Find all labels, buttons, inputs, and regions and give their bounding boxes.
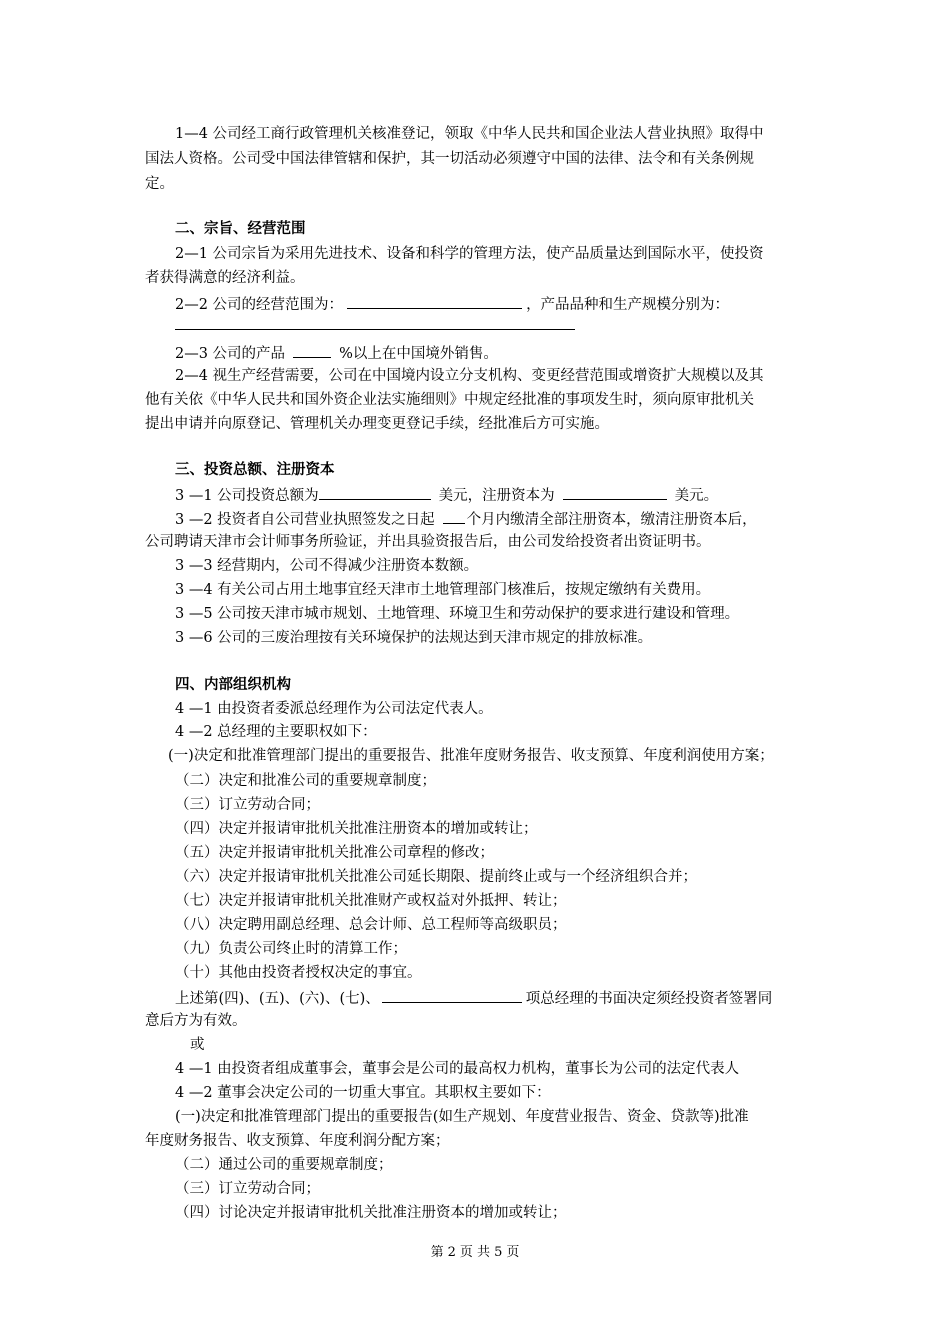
total-investment-blank[interactable] [319, 484, 431, 500]
gm-power-item: （六）决定并报请审批机关批准公司延长期限、提前终止或与一个经济组织合并； [175, 869, 697, 885]
clause-3-5: 3 —5 公司按天津市城市规划、土地管理、环境卫生和劳动保护的要求进行建设和管理。 [175, 606, 740, 622]
clause-4-1-board: 4 —1 由投资者组成董事会，董事会是公司的最高权力机构，董事长为公司的法定代表人 [175, 1061, 740, 1077]
product-scale-line [175, 314, 575, 336]
gm-power-item: （二）决定和批准公司的重要规章制度； [175, 773, 436, 789]
clause-2-4-line3: 提出申请并向原登记、管理机关办理变更登记手续，经批准后方可实施。 [145, 416, 609, 432]
board-power-item: （三）订立劳动合同； [175, 1181, 320, 1197]
clause-2-2-text-a: 2—2 公司的经营范围为： [175, 297, 344, 313]
approval-note-line2: 意后方为有效。 [145, 1013, 247, 1029]
business-scope-blank[interactable] [347, 293, 522, 309]
clause-1-4-line2: 国法人资格。公司受中国法律管辖和保护，其一切活动必须遵守中国的法律、法令和有关条例规 [145, 151, 754, 167]
section-4-heading: 四、内部组织机构 [175, 677, 291, 693]
footer-suffix: 页 [506, 1245, 520, 1260]
clause-2-3-text-b: %以上在中国境外销售。 [339, 346, 498, 362]
approval-note-line1 [175, 987, 772, 1009]
clause-3-2-text-b: 个月内缴清全部注册资本，缴清注册资本后， [466, 512, 757, 528]
clause-3-2-text-a: 3 —2 投资者自公司营业执照签发之日起 [175, 512, 435, 528]
clause-1-4-line1: 1—4 公司经工商行政管理机关核准登记，领取《中华人民共和国企业法人营业执照》取得中 [175, 126, 764, 142]
clause-1-4-line3: 定。 [145, 176, 174, 192]
approval-note-text-b: 项总经理的书面决定须经投资者签署同 [525, 991, 773, 1007]
board-power-item: （四）讨论决定并报请审批机关批准注册资本的增加或转让； [175, 1205, 567, 1221]
section-2-heading: 二、宗旨、经营范围 [175, 221, 306, 237]
clause-3-1-text-c: 美元。 [674, 488, 719, 504]
clause-2-4-line2: 他有关依《中华人民共和国外资企业法实施细则》中规定经批准的事项发生时，须向原审批机关 [145, 392, 754, 408]
board-power-item: （二）通过公司的重要规章制度； [175, 1157, 393, 1173]
gm-power-item: （三）订立劳动合同； [175, 797, 320, 813]
page-footer [0, 1244, 950, 1262]
clause-2-4-line1: 2—4 视生产经营需要，公司在中国境内设立分支机构、变更经营范围或增资扩大规模以及其 [175, 368, 764, 384]
clause-3-4: 3 —4 有关公司占用土地事宜经天津市土地管理部门核准后，按规定缴纳有关费用。 [175, 582, 711, 598]
gm-power-item: （十）其他由投资者授权决定的事宜。 [175, 965, 422, 981]
footer-page-number: 2 [447, 1245, 456, 1260]
clause-2-3 [175, 342, 498, 364]
clause-3-6: 3 —6 公司的三废治理按有关环境保护的法规达到天津市规定的排放标准。 [175, 630, 653, 646]
footer-total-pages: 5 [494, 1245, 503, 1260]
gm-power-item: (一)决定和批准管理部门提出的重要报告、批准年度财务报告、收支预算、年度利润使用方案； [168, 748, 774, 764]
months-blank[interactable] [443, 508, 465, 524]
clause-3-2-line1 [175, 508, 757, 530]
gm-power-item: （五）决定并报请审批机关批准公司章程的修改； [175, 845, 494, 861]
footer-mid: 页 共 [459, 1245, 491, 1260]
section-3-heading: 三、投资总额、注册资本 [175, 462, 335, 478]
product-scale-blank[interactable] [175, 314, 575, 330]
clause-3-1-text-b: 美元，注册资本为 [438, 488, 555, 504]
clause-4-2-board: 4 —2 董事会决定公司的一切重大事宜。其职权主要如下： [175, 1085, 551, 1101]
gm-power-item: （八）决定聘用副总经理、总会计师、总工程师等高级职员； [175, 917, 567, 933]
board-power-item: 年度财务报告、收支预算、年度利润分配方案； [145, 1133, 450, 1149]
clause-2-1-line2: 者获得满意的经济利益。 [145, 270, 305, 286]
clause-3-1 [175, 484, 718, 506]
alternative-or: 或 [190, 1037, 205, 1053]
clause-3-3: 3 —3 经营期内，公司不得减少注册资本数额。 [175, 558, 479, 574]
clause-2-2 [175, 293, 729, 315]
clause-2-2-text-b: ，产品品种和生产规模分别为： [526, 297, 730, 313]
clause-2-3-text-a: 2—3 公司的产品 [175, 346, 286, 362]
gm-power-item: （七）决定并报请审批机关批准财产或权益对外抵押、转让； [175, 893, 567, 909]
registered-capital-blank[interactable] [563, 484, 667, 500]
gm-power-item: （四）决定并报请审批机关批准注册资本的增加或转让； [175, 821, 538, 837]
approval-note-text-a: 上述第(四)、(五)、(六)、(七)、 [175, 991, 380, 1007]
approval-items-blank[interactable] [382, 987, 522, 1003]
clause-3-1-text-a: 3 —1 公司投资总额为 [175, 488, 319, 504]
clause-4-1: 4 —1 由投资者委派总经理作为公司法定代表人。 [175, 701, 493, 717]
export-percent-blank[interactable] [293, 342, 331, 358]
clause-4-2: 4 —2 总经理的主要职权如下： [175, 724, 377, 740]
footer-prefix: 第 [430, 1245, 444, 1260]
clause-2-1-line1: 2—1 公司宗旨为采用先进技术、设备和科学的管理方法，使产品质量达到国际水平，使投资 [175, 246, 764, 262]
gm-power-item: （九）负责公司终止时的清算工作； [175, 941, 407, 957]
clause-3-2-line2: 公司聘请天津市会计师事务所验证，并出具验资报告后，由公司发给投资者出资证明书。 [145, 534, 711, 550]
board-power-item: (一)决定和批准管理部门提出的重要报告(如生产规划、年度营业报告、资金、贷款等)批准 [175, 1109, 749, 1125]
